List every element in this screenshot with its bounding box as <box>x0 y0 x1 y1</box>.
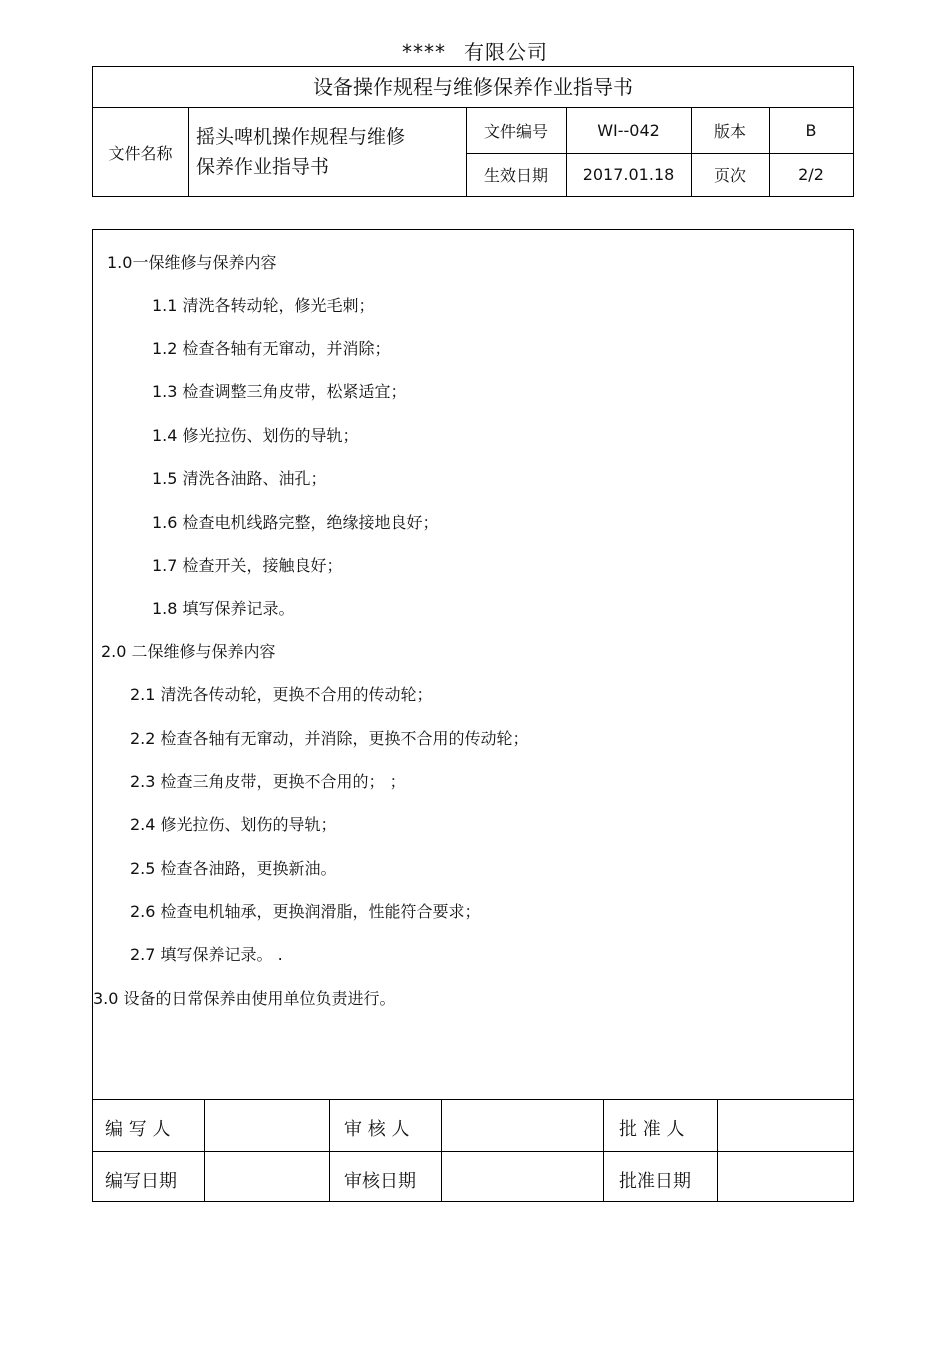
list-item: 1.7 检查开关，接触良好； <box>152 556 343 575</box>
list-item: 1.3 检查调整三角皮带，松紧适宜； <box>152 382 407 401</box>
effective-date-label: 生效日期 <box>483 166 548 185</box>
content-box <box>92 229 854 1202</box>
effective-date-value: 2017.01.18 <box>582 165 675 184</box>
section-2-title: 2.0 二保维修与保养内容 <box>101 642 276 661</box>
file-name-line-2: 保养作业指导书 <box>196 156 330 178</box>
approve-date-label: 批准日期 <box>619 1171 691 1192</box>
list-item: 2.2 检查各轴有无窜动，并消除，更换不合用的传动轮； <box>130 729 529 748</box>
approver-label: 批 准 人 <box>619 1119 685 1140</box>
list-item: 1.1 清洗各转动轮，修光毛刺； <box>152 296 375 315</box>
file-name-value <box>188 108 466 196</box>
section-3-text: 3.0 设备的日常保养由使用单位负责进行。 <box>93 989 396 1008</box>
document-title: 设备操作规程与维修保养作业指导书 <box>93 67 853 108</box>
file-no-label: 文件编号 <box>483 122 548 141</box>
write-date-label: 编写日期 <box>105 1171 177 1192</box>
list-item: 2.5 检查各油路，更换新油。 <box>130 859 337 878</box>
list-item: 2.6 检查电机轴承，更换润滑脂，性能符合要求； <box>130 902 481 921</box>
company-stars: **** <box>402 40 446 64</box>
list-item: 2.1 清洗各传动轮，更换不合用的传动轮； <box>130 685 433 704</box>
company-suffix: 有限公司 <box>464 40 548 64</box>
list-item: 1.2 检查各轴有无窜动，并消除； <box>152 339 391 358</box>
reviewer-label: 审 核 人 <box>344 1119 410 1140</box>
version-label: 版本 <box>713 122 746 141</box>
list-item: 1.5 清洗各油路、油孔； <box>152 469 327 488</box>
list-item: 2.3 检查三角皮带，更换不合用的； ； <box>130 772 406 791</box>
writer-label: 编 写 人 <box>105 1119 171 1140</box>
list-item: 1.4 修光拉伤、划伤的导轨； <box>152 426 359 445</box>
version-value: B <box>805 121 817 140</box>
file-no-value: WI--042 <box>597 121 660 140</box>
list-item: 2.7 填写保养记录。 . <box>130 945 283 964</box>
list-item: 1.8 填写保养记录。 <box>152 599 295 618</box>
list-item: 1.6 检查电机线路完整，绝缘接地良好； <box>152 513 439 532</box>
list-item: 2.4 修光拉伤、划伤的导轨； <box>130 815 337 834</box>
file-name-label: 文件名称 <box>108 143 173 163</box>
review-date-label: 审核日期 <box>344 1171 416 1192</box>
file-name-line-1: 摇头啤机操作规程与维修 <box>196 126 406 148</box>
section-1-title: 1.0一保维修与保养内容 <box>107 253 277 272</box>
company-name <box>0 36 950 65</box>
document-header-table <box>92 66 854 197</box>
page-label: 页次 <box>713 166 746 185</box>
page-value: 2/2 <box>798 165 824 184</box>
